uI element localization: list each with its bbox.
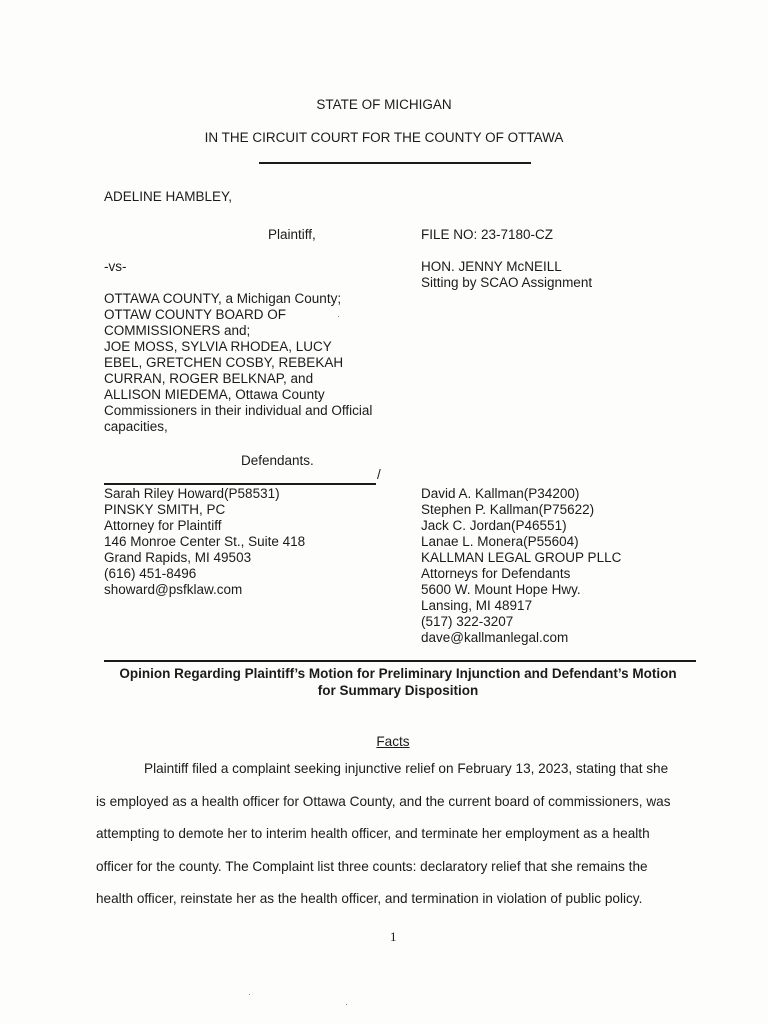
defendant-counsel-line: (517) 322-3207 <box>421 614 514 629</box>
body-line: health officer, reinstate her as the health officer, and termination in violation of public policy. <box>96 891 643 906</box>
plaintiff-counsel-block <box>104 486 305 598</box>
plaintiff-counsel-line: Sarah Riley Howard(P58531) <box>104 486 280 501</box>
defendant-counsel-line: Stephen P. Kallman(P75622) <box>421 502 595 517</box>
plaintiff-counsel-line: (616) 451-8496 <box>104 566 197 581</box>
defendants-line: COMMISSIONERS and; <box>104 323 251 338</box>
scan-speck <box>338 316 339 317</box>
page-number: 1 <box>390 929 397 944</box>
defendant-counsel-line: dave@kallmanlegal.com <box>421 630 569 645</box>
defendant-counsel-line: Lansing, MI 48917 <box>421 598 533 613</box>
defendants-line: OTTAW COUNTY BOARD OF <box>104 307 286 322</box>
defendants-line: JOE MOSS, SYLVIA RHODEA, LUCY <box>104 339 332 354</box>
defendants-role: Defendants. <box>241 453 314 468</box>
caption-rule <box>104 483 376 485</box>
defendant-counsel-line: Lanae L. Monera(P55604) <box>421 534 579 549</box>
body-line: Plaintiff filed a complaint seeking injunctive relief on February 13, 2023, stating that she <box>144 761 669 776</box>
body-line: officer for the county. The Complaint list three counts: declaratory relief that she remains the <box>96 858 648 874</box>
plaintiff-counsel-line: Grand Rapids, MI 49503 <box>104 550 252 565</box>
title-rule <box>104 660 696 662</box>
plaintiff-counsel-line: showard@psfklaw.com <box>104 582 243 597</box>
defendants-block <box>104 291 372 435</box>
opinion-title <box>100 665 696 699</box>
file-number: FILE NO: 23-7180-CZ <box>421 227 554 242</box>
defendant-counsel-line: Jack C. Jordan(P46551) <box>421 518 567 533</box>
plaintiff-counsel-line: 146 Monroe Center St., Suite 418 <box>104 534 306 549</box>
scan-speck <box>346 1004 347 1005</box>
defendants-line: capacities, <box>104 419 168 434</box>
defendant-counsel-line: 5600 W. Mount Hope Hwy. <box>421 582 581 597</box>
defendants-line: CURRAN, ROGER BELKNAP, and <box>104 371 314 386</box>
defendant-counsel-line: KALLMAN LEGAL GROUP PLLC <box>421 550 622 565</box>
judge-name: HON. JENNY McNEILL <box>421 259 562 274</box>
plaintiff-counsel-line: Attorney for Plaintiff <box>104 518 222 533</box>
plaintiff-name: ADELINE HAMBLEY, <box>104 189 233 204</box>
court-heading: IN THE CIRCUIT COURT FOR THE COUNTY OF OTTAWA <box>204 130 564 145</box>
body-line: is employed as a health officer for Ottawa County, and the current board of commissioners, was <box>96 793 671 809</box>
section-heading-facts: Facts <box>376 734 410 749</box>
defendants-line: EBEL, GRETCHEN COSBY, REBEKAH <box>104 355 344 370</box>
defendants-line: Commissioners in their individual and Official <box>104 403 373 418</box>
state-heading: STATE OF MICHIGAN <box>316 97 452 112</box>
header-rule <box>259 162 531 164</box>
body-line: attempting to demote her to interim health officer, and terminate her employment as a health <box>96 826 650 841</box>
defendant-counsel-block <box>421 486 621 646</box>
defendants-line: ALLISON MIEDEMA, Ottawa County <box>104 387 325 402</box>
plaintiff-role: Plaintiff, <box>268 227 316 242</box>
plaintiff-counsel-line: PINSKY SMITH, PC <box>104 502 226 517</box>
defendant-counsel-line: David A. Kallman(P34200) <box>421 486 580 501</box>
defendant-counsel-line: Attorneys for Defendants <box>421 566 571 581</box>
defendants-line: OTTAWA COUNTY, a Michigan County; <box>104 291 342 306</box>
judge-assignment: Sitting by SCAO Assignment <box>421 275 593 290</box>
caption-slash: / <box>377 467 381 482</box>
scan-speck <box>249 994 250 995</box>
versus-label: -vs- <box>104 259 127 274</box>
opinion-title-line: Opinion Regarding Plaintiff’s Motion for Preliminary Injunction and Defendant’s Motion <box>119 666 677 681</box>
facts-paragraph <box>96 753 696 916</box>
opinion-title-line: for Summary Disposition <box>317 683 479 698</box>
